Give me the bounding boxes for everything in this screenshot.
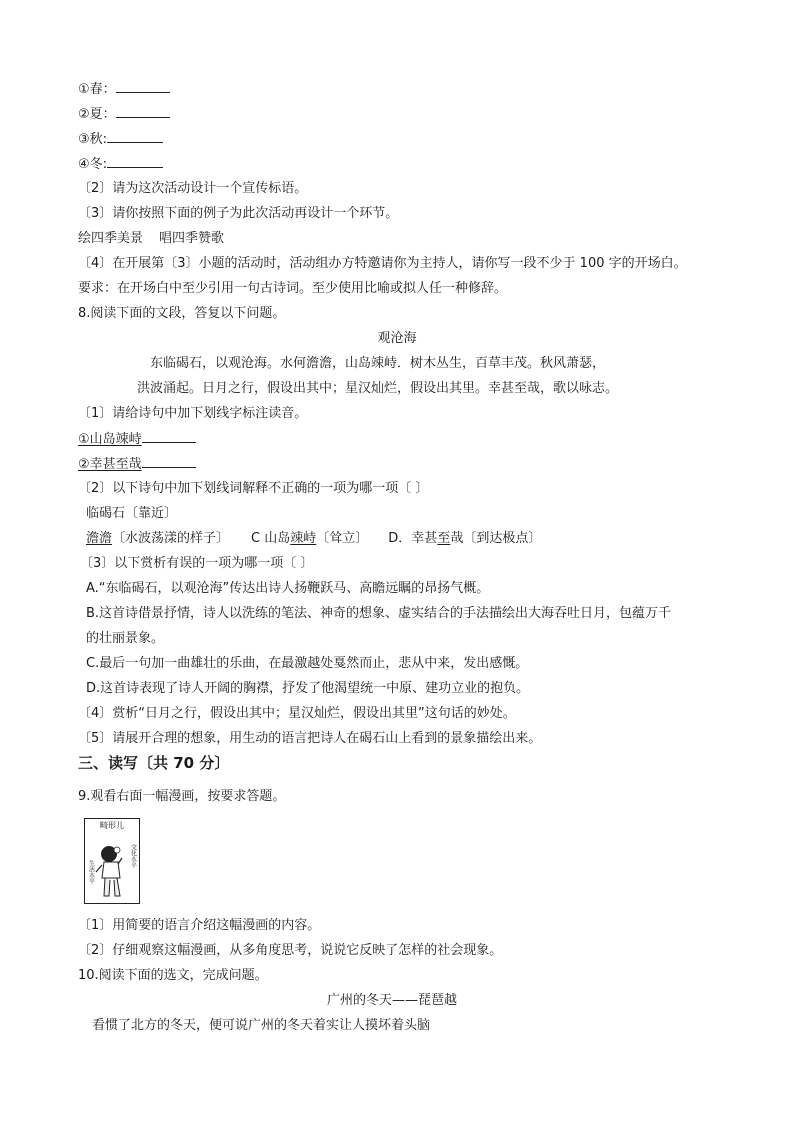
winter-blank[interactable] bbox=[107, 155, 163, 168]
q8-sub3-d: D.这首诗表现了诗人开阔的胸襟，抒发了他渴望统一中原、建功立业的抱负。 bbox=[86, 681, 530, 696]
option-b-gloss: 〔水波荡漾的样子〕 bbox=[112, 531, 230, 546]
spring-line bbox=[78, 80, 170, 99]
q7-example bbox=[78, 230, 224, 248]
sub1-a-blank[interactable] bbox=[142, 430, 196, 443]
option-d-gloss: 〔到达极点〕 bbox=[463, 531, 542, 546]
q8-sub3-a: A.“东临碣石，以观沧海”传达出诗人扬鞭跃马、高瞻远瞩的昂扬气概。 bbox=[86, 581, 490, 596]
poem-line-1: 东临碣石，以观沧海。水何澹澹，山岛竦峙．树木丛生，百草丰茂。秋风萧瑟， bbox=[150, 356, 606, 371]
autumn-label: ③秋: bbox=[78, 132, 108, 147]
q8-sub1-a bbox=[78, 430, 196, 449]
q8-stem: 8.阅读下面的文段，答复以下问题。 bbox=[78, 306, 286, 321]
q8-sub3-c: C.最后一句加一曲雄壮的乐曲，在最激越处戛然而止，悲从中来，发出感慨。 bbox=[86, 656, 529, 671]
article-title: 广州的冬天——琵琶越 bbox=[327, 993, 458, 1008]
cartoon-title: 畸形儿 bbox=[100, 821, 124, 830]
option-d-word: 至 bbox=[437, 531, 451, 546]
option-c-prefix: C 山岛 bbox=[251, 531, 291, 546]
example-a: 绘四季美景 bbox=[78, 231, 144, 246]
example-b: 唱四季赞歌 bbox=[159, 231, 225, 246]
summer-label: ②夏： bbox=[78, 107, 116, 122]
option-d-prefix: D．幸甚 bbox=[388, 531, 438, 546]
q8-sub2: 〔2〕以下诗句中加下划线词解释不正确的一项为哪一项〔 〕 bbox=[78, 481, 429, 496]
option-c-word: 竦峙 bbox=[290, 531, 317, 546]
q7-part4-requirement: 要求：在开场白中至少引用一句古诗词。至少使用比喻或拟人任一种修辞。 bbox=[78, 281, 508, 296]
option-b-word: 澹澹 bbox=[86, 531, 113, 546]
q10-stem: 10.阅读下面的选文，完成问题。 bbox=[78, 968, 268, 983]
q8-sub1: 〔1〕请给诗句中加下划线字标注读音。 bbox=[78, 406, 308, 421]
summer-line bbox=[78, 105, 170, 124]
winter-line bbox=[78, 155, 163, 174]
spring-blank[interactable] bbox=[116, 80, 170, 93]
autumn-line bbox=[78, 130, 163, 149]
q9-stem: 9.观看右面一幅漫画，按要求答题。 bbox=[78, 789, 286, 804]
q8-sub2-options bbox=[86, 530, 541, 548]
q7-part3: 〔3〕请你按照下面的例子为此次活动再设计一个环节。 bbox=[78, 206, 399, 221]
sub1-a-text: ①山岛竦峙 bbox=[78, 432, 142, 447]
cartoon-right-label: 文化水平 bbox=[129, 844, 137, 868]
spring-label: ①春： bbox=[78, 82, 116, 97]
summer-blank[interactable] bbox=[116, 105, 170, 118]
q8-sub3-b-line2: 的壮丽景象。 bbox=[86, 631, 165, 646]
winter-label: ④冬: bbox=[78, 157, 108, 172]
q8-sub2-a: 临碣石〔靠近〕 bbox=[86, 506, 178, 521]
sub1-b-text: ②幸甚至哉 bbox=[78, 457, 142, 472]
q9-sub2: 〔2〕仔细观察这幅漫画，从多角度思考，说说它反映了怎样的社会现象。 bbox=[78, 943, 503, 958]
poem-line-2: 洪波涌起。日月之行，假设出其中；星汉灿烂，假设出其里。幸甚至哉，歌以咏志。 bbox=[137, 381, 619, 396]
q7-part4: 〔4〕在开展第〔3〕小题的活动时，活动组办方特邀请你为主持人，请你写一段不少于 100 字的开场白。 bbox=[78, 256, 687, 271]
q8-sub3-b-line1: B.这首诗借景抒情，诗人以洗练的笔法、神奇的想象、虚实结合的手法描绘出大海吞吐日月，包蕴万千 bbox=[86, 606, 672, 621]
sub1-b-blank[interactable] bbox=[142, 455, 196, 468]
article-first-line: 看惯了北方的冬天，便可说广州的冬天着实让人摸坏着头脑 bbox=[92, 1018, 431, 1033]
q7-part2: 〔2〕请为这次活动设计一个宣传标语。 bbox=[78, 181, 308, 196]
option-d-mid: 哉 bbox=[450, 531, 464, 546]
poem-title: 观沧海 bbox=[377, 331, 417, 346]
q8-sub3: 〔3〕以下赏析有误的一项为哪一项〔 〕 bbox=[80, 556, 314, 571]
q8-sub5: 〔5〕请展开合理的想象，用生动的语言把诗人在碣石山上看到的景象描绘出来。 bbox=[78, 731, 542, 746]
autumn-blank[interactable] bbox=[107, 130, 163, 143]
cartoon-image bbox=[84, 818, 140, 904]
q8-sub1-b bbox=[78, 455, 196, 474]
cartoon-left-label: 生活水平 bbox=[87, 860, 95, 884]
option-c-gloss: 〔耸立〕 bbox=[316, 531, 369, 546]
section-heading: 三、读写〔共 70 分〕 bbox=[78, 754, 230, 772]
q9-sub1: 〔1〕用简要的语言介绍这幅漫画的内容。 bbox=[78, 918, 321, 933]
figure-body bbox=[102, 862, 120, 878]
figure-face bbox=[114, 847, 120, 853]
q8-sub4: 〔4〕赏析“日月之行，假设出其中；星汉灿烂，假设出其里”这句话的妙处。 bbox=[78, 706, 516, 721]
